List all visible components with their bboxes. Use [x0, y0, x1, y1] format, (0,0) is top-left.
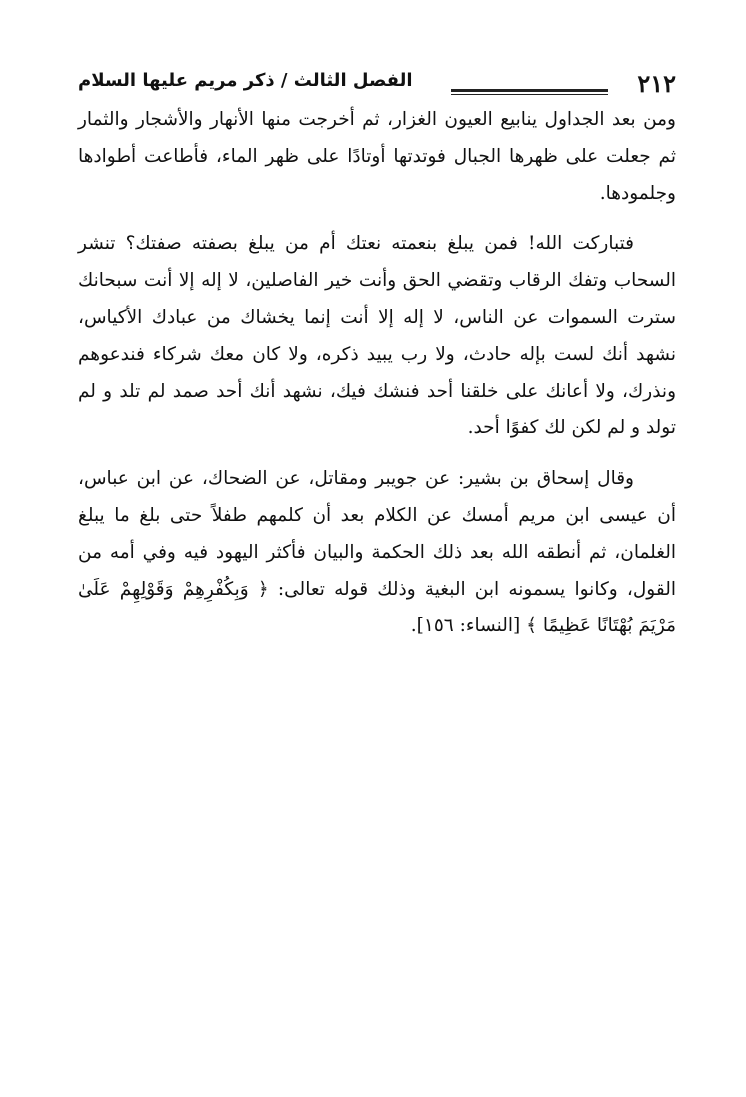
header-rule — [451, 89, 608, 92]
paragraph: ومن بعد الجداول ينابيع العيون الغزار، ثم أخرجت منها الأنهار والأشجار والثمار ثم جعلت على ظهرها الجبال فوتدتها أوتادًا على ظهر الماء، فأطاعت أطوادها وجلمودها. — [78, 109, 676, 204]
paragraph: فتباركت الله! فمن يبلغ بنعمته نعتك أم من يبلغ بصفته صفتك؟ تنشر السحاب وتفك الرقاب وتقضي الحق وأنت خير الفاصلين، لا إله إلا أنت سبحانك سترت السموات عن الناس، لا إله إلا أنت إنما يخشاك من عبادك الأكياس، نشهد أنك لست بإله حادث، ولا رب يبيد ذكره، ولا كان معك شركاء فندعوهم ونذرك، ولا أعانك على خلقنا أحد فنشك فيك، نشهد أنك أحد صمد لم تلد و لم تولد و لم لكن لك كفوًا أحد. — [78, 233, 676, 439]
paragraph: وقال إسحاق بن بشير: عن جويبر ومقاتل، عن الضحاك، عن ابن عباس، أن عيسى ابن مريم أمسك عن الكلام بعد أن كلمهم طفلاً حتى بلغ ما يبلغ الغلمان، ثم أنطقه الله بعد ذلك الحكمة والبيان فأكثر اليهود فيه وفي أمه من القول، وكانوا يسمونه ابن البغية وذلك قوله تعالى: ﴿ وَبِكُفْرِهِمْ وَقَوْلِهِمْ عَلَىٰ مَرْيَمَ بُهْتَانًا عَظِيمًا ﴾ [النساء: ١٥٦]. — [78, 468, 677, 637]
page-header — [78, 58, 676, 102]
chapter-title: الفصل الثالث / ذكر مريم عليها السلام — [78, 70, 413, 91]
page-number: ٢١٢ — [637, 69, 676, 98]
body-text — [78, 102, 676, 645]
page — [78, 58, 676, 1058]
